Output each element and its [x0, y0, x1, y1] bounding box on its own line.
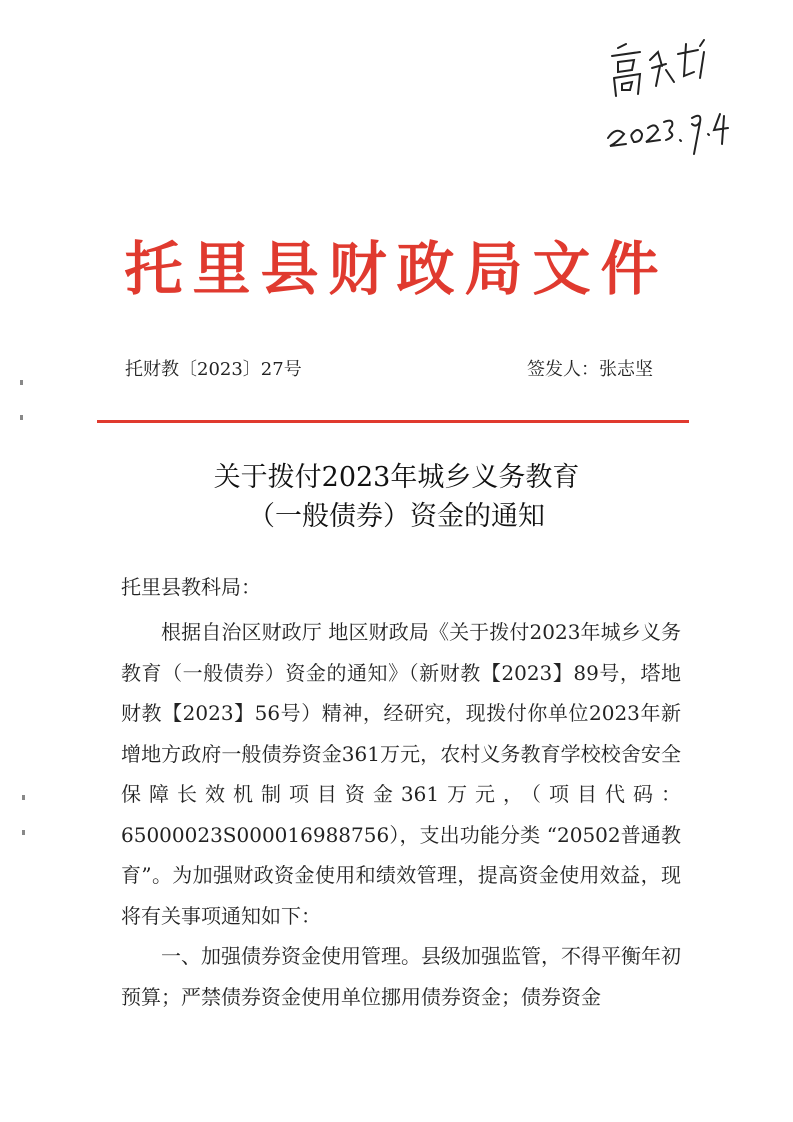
document-title-line-2: （一般债券）资金的通知: [248, 501, 545, 532]
scan-mark: [22, 795, 25, 800]
body-paragraph: 根据自治区财政厅 地区财政局《关于拨付2023年城乡义务教育（一般债券）资金的通知》（新财教【2023】89号，塔地财教【2023】56号）精神，经研究，现拨付你单位2023年新增地方政府一般债券资金361万元，农村义务教育学校校舍安全保障长效机制项目资金361万元，（项目代码：65000023S000016988756），支出功能分类 “20502普通教育”。为加强财政资金使用和绩效管理，提高资金使用效益，现将有关事项通知如下：: [121, 620, 681, 928]
addressee: 托里县教科局：: [121, 575, 261, 599]
document-masthead: 托里县财政局文件: [124, 235, 669, 303]
scan-mark: [20, 415, 23, 420]
document-body: [121, 612, 681, 1017]
document-number: 托财教〔2023〕27号: [125, 359, 302, 380]
red-divider-line: [97, 420, 689, 423]
scan-mark: [22, 830, 25, 835]
issuer-signatory: 签发人：张志坚: [527, 359, 653, 380]
document-title-line-1: 关于拨付2023年城乡义务教育: [213, 462, 580, 493]
handwritten-signature: [600, 30, 750, 160]
body-paragraph: 一、加强债券资金使用管理。县级加强监管，不得平衡年初预算；严禁债券资金使用单位挪用债券资金；债券资金: [121, 944, 681, 1009]
scan-mark: [20, 380, 23, 385]
